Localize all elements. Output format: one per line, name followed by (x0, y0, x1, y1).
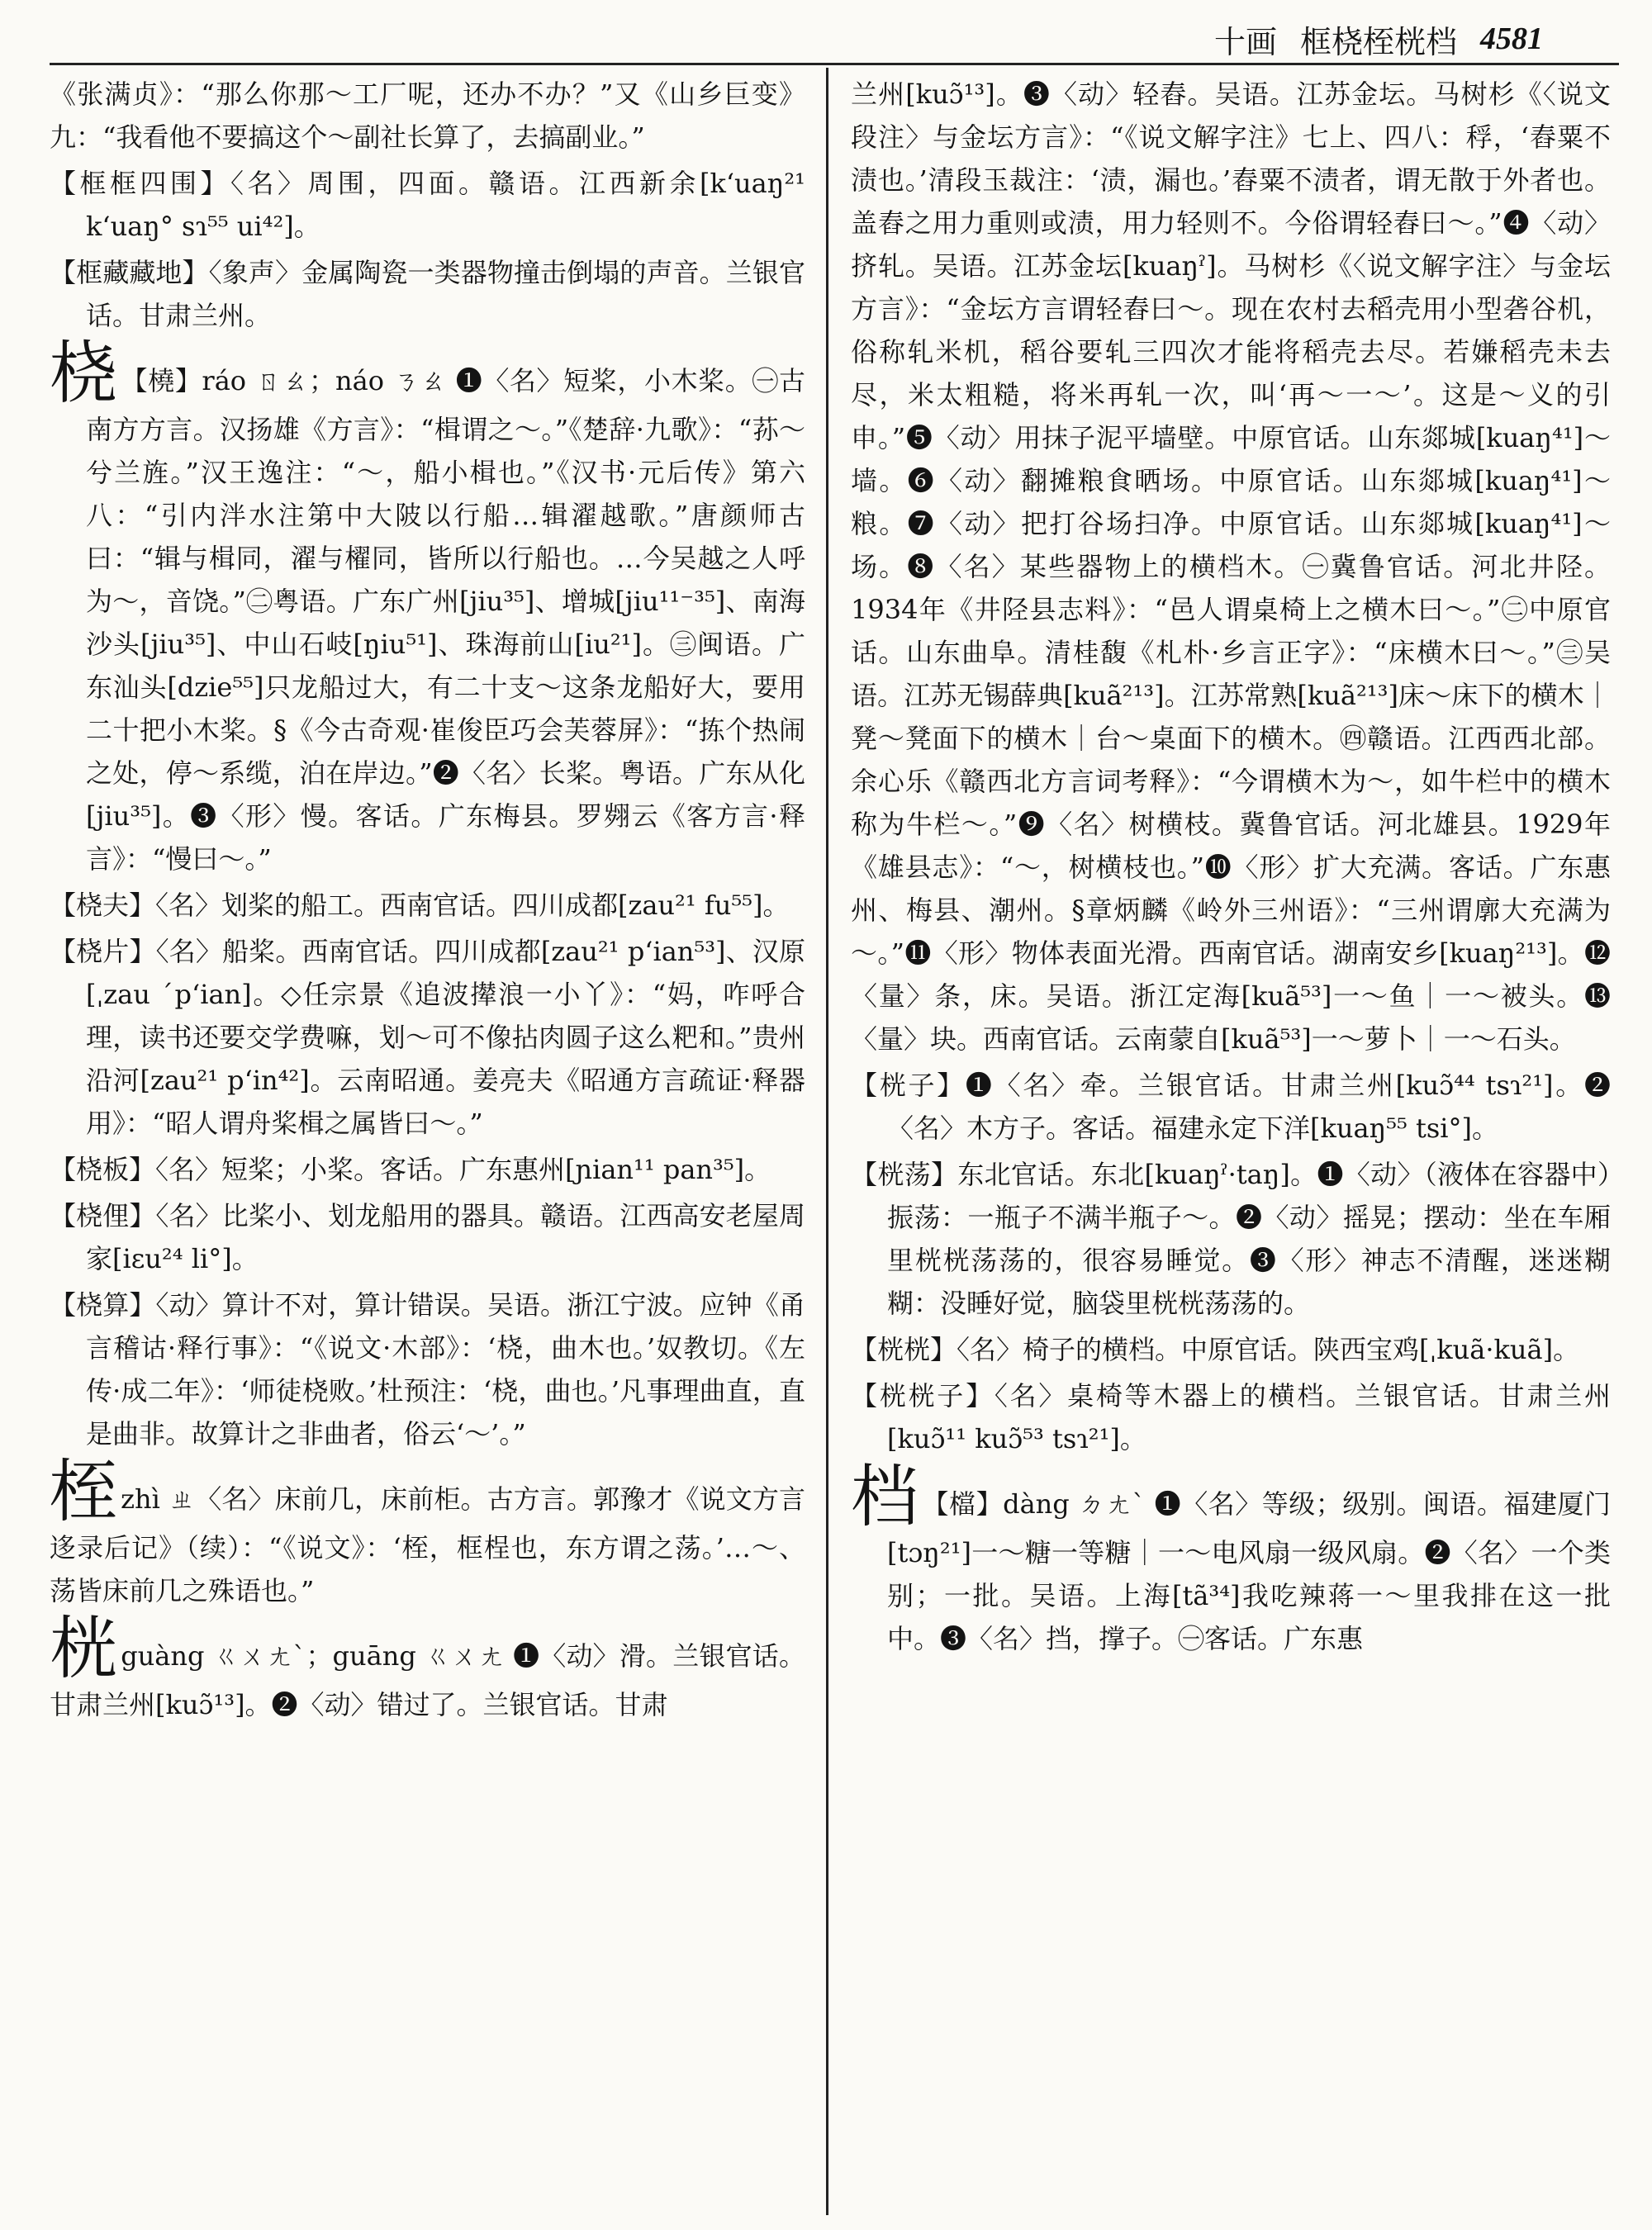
entry-text: 兰州[kuɔ̃¹³]。❸〈动〉轻舂。吴语。江苏金坛。马树杉《〈说文段注〉与金坛方言》：“《说文解字注》七上、四八：稃，‘舂粟不渍也。’清段玉裁注：‘渍，漏也。’舂粟不渍者，谓无散于外者也。盖舂之用力重则或渍，用力轻则不。今俗谓轻舂曰～。”❹〈动〉挤轧。吴语。江苏金坛[kuaŋˀ]。马树杉《〈说文解字注〉与金坛方言》：“金坛方言谓轻舂曰～。现在农村去稻壳用小型砻谷机，俗称轧米机，稻谷要轧三四次才能将稻壳去尽。若嫌稻壳未去尽，米太粗糙，将米再轧一次，叫‘再～一～’。这是～义的引申。”❺〈动〉用抹子泥平墙壁。中原官话。山东郯城[kuaŋ⁴¹]～墙。❻〈动〉翻摊粮食晒场。中原官话。山东郯城[kuaŋ⁴¹]～粮。❼〈动〉把打谷场扫净。中原官话。山东郯城[kuaŋ⁴¹]～场。❽〈名〉某些器物上的横档木。㊀冀鲁官话。河北井陉。1934年《井陉县志料》：“邑人谓桌椅上之横木曰～。”㊁中原官话。山东曲阜。清桂馥《札朴·乡言正字》：“床横木曰～。”㊂吴语。江苏无锡薛典[kuã²¹³]。江苏常熟[kuã²¹³]床～床下的横木｜凳～凳面下的横木｜台～桌面下的横木。㊃赣语。江西西北部。余心乐《赣西北方言词考释》：“今谓横木为～，如牛栏中的横木称为牛栏～。”❾〈名〉树横枝。冀鲁官话。河北雄县。1929年《雄县志》：“～，树横枝也。”❿〈形〉扩大充满。客话。广东惠州、梅县、潮州。§章炳麟《岭外三州语》：“三州谓廓大充满为～。”⓫〈形〉物体表面光滑。西南官话。湖南安乡[kuaŋ²¹³]。⓬〈量〉条，床。吴语。浙江定海[kuã⁵³]一～鱼｜一～被头。⓭〈量〉块。西南官话。云南蒙自[kuã⁵³]一～萝卜｜一～石头。 (851, 78, 1611, 1055)
right-column (851, 73, 1611, 2212)
entry-text: 【桡片】〈名〉船桨。西南官话。四川成都[zau²¹ pʻian⁵³]、汉原[ˌzau ˊpʻian]。◇任宗景《追波撵浪一小丫》：“妈，咋呼合理，读书还要交学费嘛，划～可不像拈肉圆子这么粑和。”贵州沿河[zau²¹ pʻin⁴²]。云南昭通。姜亮夫《昭通方言疏证·释器用》：“昭人谓舟桨楫之属皆曰～。” (50, 936, 805, 1139)
dictionary-entry (50, 1194, 805, 1280)
entry-text: 【桡俚】〈名〉比桨小、划龙船用的器具。赣语。江西高安老屋周家[iɛu²⁴ li°]。 (50, 1200, 805, 1274)
dictionary-entry (50, 1148, 805, 1191)
dictionary-entry (851, 1374, 1611, 1460)
entry-text: 《张满贞》：“那么你那～工厂呢，还办不办？”又《山乡巨变》九：“我看他不要搞这个～副社长算了，去搞副业。” (50, 78, 805, 153)
running-header (1214, 18, 1627, 59)
entry-text: 【橈】ráo ㄖㄠ；náo ㄋㄠ ❶〈名〉短桨，小木桨。㊀古南方方言。汉扬雄《方言》：“楫谓之～。”《楚辞·九歌》：“荪～兮兰旌。”汉王逸注：“～，船小楫也。”《汉书·元后传》第六八：“引内泮水注第中大陂以行船…辑濯越歌。”唐颜师古曰：“辑与楫同，濯与櫂同，皆所以行船也。…今吴越之人呼为～，音饶。”㊁粤语。广东广州[jiu³⁵]、增城[jiu¹¹⁻³⁵]、南海沙头[jiu³⁵]、中山石岐[ŋiu⁵¹]、珠海前山[iu²¹]。㊂闽语。广东汕头[dzie⁵⁵]只龙船过大，有二十支～这条龙船好大，要用二十把小木桨。§《今古奇观·崔俊臣巧会芙蓉屏》：“拣个热闹之处，停～系缆，泊在岸边。”❷〈名〉长桨。粤语。广东从化[jiu³⁵]。❸〈形〉慢。客话。广东梅县。罗翙云《客方言·释言》：“慢曰～。” (86, 365, 805, 875)
entry-text: 【桡夫】〈名〉划桨的船工。西南官话。四川成都[zau²¹ fu⁵⁵]。 (50, 890, 790, 921)
entry-text: 【框框四围】〈名〉周围，四面。赣语。江西新余[kʻuaŋ²¹ kʻuaŋ° sɿ⁵⁵ ui⁴²]。 (50, 168, 805, 242)
headword-character: 桎 (50, 1453, 118, 1531)
column-divider (826, 68, 828, 2215)
entry-text: 【桄桄子】〈名〉桌椅等木器上的横档。兰银官话。甘肃兰州[kuɔ̃¹¹ kuɔ̃⁵³ tsɿ²¹]。 (851, 1380, 1611, 1454)
dictionary-entry (50, 930, 805, 1145)
dictionary-entry (50, 334, 805, 880)
entry-text: 【桄荡】东北官话。东北[kuaŋˀ·taŋ]。❶〈动〉（液体在容器中）振荡：一瓶子不满半瓶子～。❷〈动〉摇晃；摆动：坐在车厢里桄桄荡荡的，很容易睡觉。❸〈形〉神志不清醒，迷迷糊糊：没睡好觉，脑袋里桄桄荡荡的。 (851, 1159, 1611, 1319)
entry-text: 【檔】dàng ㄉㄤˋ ❶〈名〉等级；级别。闽语。福建厦门[tɔŋ²¹]一～糖一等糖｜一～电风扇一级风扇。❷〈名〉一个类别；一批。吴语。上海[tã³⁴]我吃辣蒋一～里我排在这一批中。❸〈名〉挡，撑子。㊀客话。广东惠 (887, 1488, 1611, 1654)
left-column (50, 73, 805, 2212)
dictionary-entry (851, 1328, 1611, 1371)
headword-character: 桄 (50, 1610, 118, 1688)
dictionary-entry (851, 73, 1611, 1060)
dictionary-entry (50, 162, 805, 248)
entry-text: 【桄子】❶〈名〉牵。兰银官话。甘肃兰州[kuɔ̃⁴⁴ tsɿ²¹]。❷〈名〉木方子。客话。福建永定下洋[kuaŋ⁵⁵ tsi°]。 (851, 1070, 1611, 1144)
header-chars: 框桡桎桄档 (1300, 23, 1458, 60)
dictionary-entry (50, 1610, 805, 1726)
entry-text: 【桡算】〈动〉算计不对，算计错误。吴语。浙江宁波。应钟《甬言稽诂·释行事》：“《说文·木部》：‘桡，曲木也。’奴教切。《左传·成二年》：‘师徒桡败。’杜预注：‘桡，曲也。’凡事理曲直，直是曲非。故算计之非曲者，俗云‘～’。” (50, 1289, 805, 1450)
entry-text: guàng ㄍㄨㄤˋ；guāng ㄍㄨㄤ ❶〈动〉滑。兰银官话。甘肃兰州[kuɔ̃¹³]。❷〈动〉错过了。兰银官话。甘肃 (50, 1640, 805, 1720)
entry-text: zhì ㄓ〈名〉床前几，床前柜。古方言。郭豫才《说文方言迻录后记》（续）：“《说文》：‘桎，框桯也，东方谓之荡。’…～、荡皆床前几之殊语也。” (50, 1483, 805, 1606)
header-rule (50, 63, 1619, 65)
dictionary-entry (50, 1453, 805, 1612)
dictionary-entry (50, 884, 805, 927)
entry-text: 【桡板】〈名〉短桨；小桨。客话。广东惠州[ɲian¹¹ pan³⁵]。 (50, 1154, 771, 1185)
dictionary-entry (851, 1064, 1611, 1150)
dictionary-entry (50, 251, 805, 337)
headword-character: 桡 (50, 334, 118, 413)
page-number: 4581 (1480, 21, 1544, 56)
header-section: 十画 (1214, 23, 1278, 60)
entry-text: 【桄桄】〈名〉椅子的横档。中原官话。陕西宝鸡[ˌkuã·kuã]。 (851, 1334, 1580, 1365)
dictionary-entry (50, 73, 805, 159)
dictionary-entry (50, 1283, 805, 1455)
headword-character: 档 (851, 1458, 919, 1536)
dictionary-entry (851, 1153, 1611, 1325)
dictionary-entry (851, 1458, 1611, 1660)
entry-text: 【框藏藏地】〈象声〉金属陶瓷一类器物撞击倒塌的声音。兰银官话。甘肃兰州。 (50, 257, 805, 331)
